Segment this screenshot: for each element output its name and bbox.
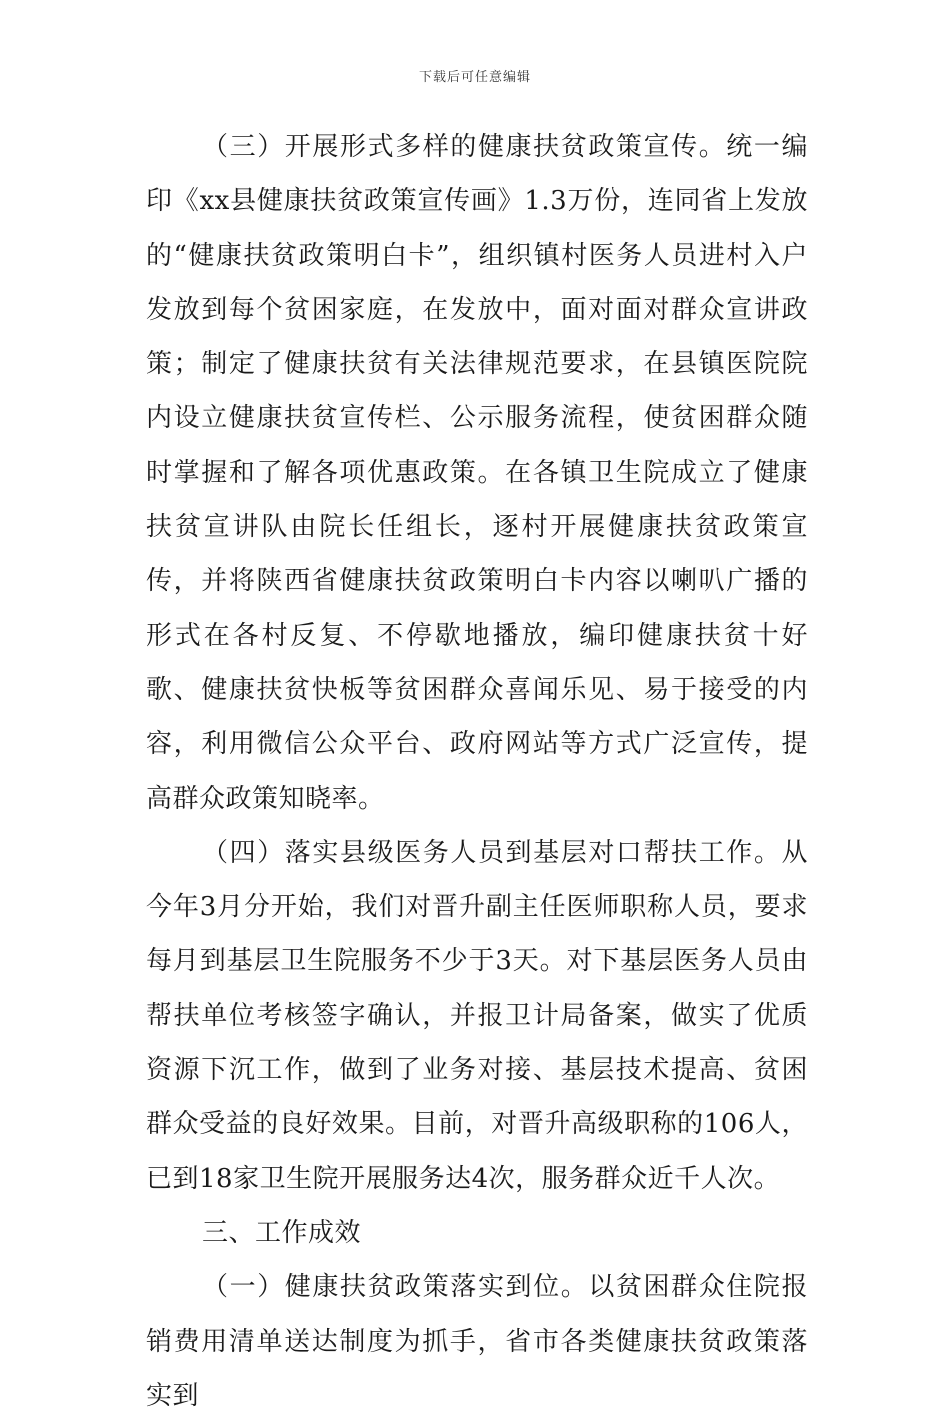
- paragraph-health-policy-publicity: （三）开展形式多样的健康扶贫政策宣传。统一编印《xx县健康扶贫政策宣传画》1.3万份，连同省上发放的“健康扶贫政策明白卡”，组织镇村医务人员进村入户发放到每个贫困家庭，在发放中，面对面对群众宣讲政策；制定了健康扶贫有关法律规范要求，在县镇医院院内设立健康扶贫宣传栏、公示服务流程，使贫困群众随时掌握和了解各项优惠政策。在各镇卫生院成立了健康扶贫宣讲队由院长任组长，逐村开展健康扶贫政策宣传，并将陕西省健康扶贫政策明白卡内容以喇叭广播的形式在各村反复、不停歇地播放，编印健康扶贫十好歌、健康扶贫快板等贫困群众喜闻乐见、易于接受的内容，利用微信公众平台、政府网站等方式广泛宣传，提高群众政策知晓率。: [146, 132, 808, 814]
- paragraph-policy-implementation: （一）健康扶贫政策落实到位。以贫困群众住院报销费用清单送达制度为抓手，省市各类健康扶贫政策落实到: [146, 1272, 808, 1411]
- section-heading-work-results: 三、工作成效: [202, 1217, 362, 1248]
- paragraph-county-doctor-assistance: （四）落实县级医务人员到基层对口帮扶工作。从今年3月分开始，我们对晋升副主任医师职称人员，要求每月到基层卫生院服务不少于3天。对下基层医务人员由帮扶单位考核签字确认，并报卫计局备案，做实了优质资源下沉工作，做到了业务对接、基层技术提高、贫困群众受益的良好效果。目前，对晋升高级职称的106人，已到18家卫生院开展服务达4次，服务群众近千人次。: [146, 837, 808, 1194]
- header-note: 下载后可任意编辑: [418, 70, 531, 85]
- document-body: [146, 120, 808, 1423]
